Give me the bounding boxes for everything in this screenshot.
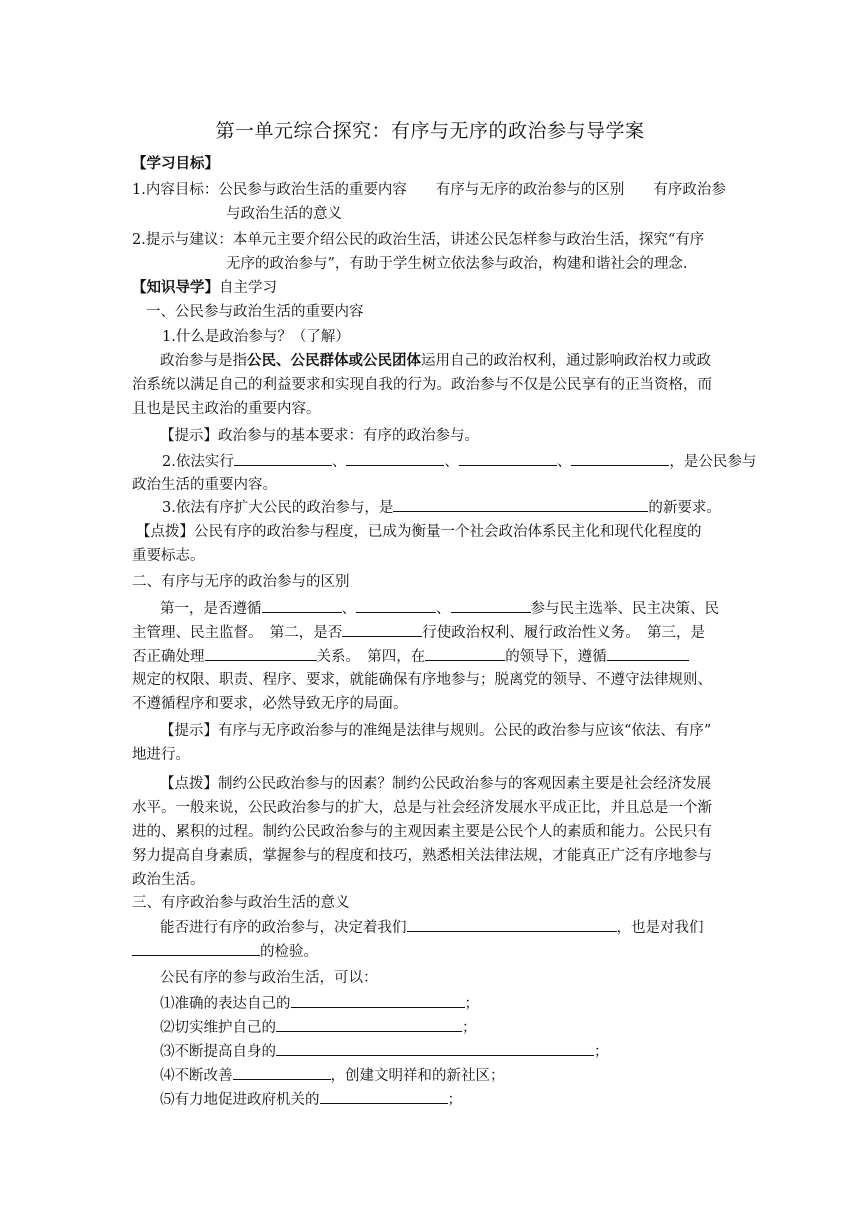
- section1-question-2-line2: 政治生活的重要内容。: [132, 477, 277, 493]
- fill-blank[interactable]: [346, 451, 444, 466]
- fill-blank[interactable]: [451, 598, 531, 613]
- text-span: ；: [447, 1092, 462, 1108]
- section2-point-line2: 水平。一般来说，公民政治参与的扩大，总是与社会经济发展水平成正比，并且总是一个渐: [132, 800, 712, 816]
- section2-line2: [132, 622, 732, 643]
- objective-item-2: [132, 230, 732, 250]
- text-span: 第一，是否遵循: [160, 601, 262, 617]
- text-span: 行使政治权利、履行政治性义务。 第三，是: [422, 625, 705, 641]
- text-span: ，是公民参与: [669, 454, 757, 470]
- text-span: 的领导下，遵循: [505, 649, 607, 665]
- text-span: 、: [436, 601, 451, 617]
- section2-heading: 二、有序与无序的政治参与的区别: [132, 574, 350, 590]
- section3-paragraph-line2: [132, 941, 732, 962]
- section3-item-2: [160, 1017, 760, 1038]
- text-span: 运用自己的政治权利，通过影响政治权力或政: [421, 353, 711, 369]
- section1-heading: 一、公民参与政治生活的重要内容: [146, 304, 364, 320]
- section2-point-line1: 【点拨】制约公民政治参与的因素？制约公民政治参与的客观因素主要是社会经济发展: [160, 776, 711, 792]
- text-span: 否正确处理: [132, 649, 205, 665]
- fill-blank[interactable]: [291, 993, 465, 1008]
- section2-line4: 规定的权限、职责、程序、要求，就能确保有序地参与；脱离党的领导、不遵守法律规则、: [132, 672, 712, 688]
- fill-blank[interactable]: [262, 598, 342, 613]
- fill-blank[interactable]: [276, 1041, 594, 1056]
- text-span: ⑵切实维护自己的: [160, 1020, 276, 1036]
- text-span: ；: [594, 1044, 609, 1060]
- section3-intro: 公民有序的参与政治生活，可以：: [160, 970, 378, 986]
- fill-blank[interactable]: [233, 1065, 331, 1080]
- fill-blank[interactable]: [356, 598, 436, 613]
- text-span: 的检验。: [260, 944, 318, 960]
- fill-blank[interactable]: [276, 1017, 462, 1032]
- section2-line3: [132, 646, 732, 667]
- text-span: ⑶不断提高自身的: [160, 1044, 276, 1060]
- section3-item-3: [160, 1041, 760, 1062]
- section1-question-1: 1.什么是政治参与？（了解）: [162, 329, 350, 345]
- section1-paragraph-line3: 且也是民主政治的重要内容。: [132, 401, 321, 417]
- text-span: 、: [556, 454, 572, 470]
- fill-blank[interactable]: [407, 917, 617, 932]
- section1-paragraph-line1: [160, 351, 732, 371]
- text-span: 3.依法有序扩大公民的政治参与，是: [162, 500, 394, 516]
- objective-item-1-label: 1.内容目标：: [132, 182, 219, 198]
- guide-header: 【知识导学】: [132, 279, 219, 296]
- text-span: 能否进行有序的政治参与，决定着我们: [160, 920, 407, 936]
- objective-item-2-line1: 本单元主要介绍公民的政治生活，讲述公民怎样参与政治生活，探究“有序: [232, 232, 705, 248]
- section1-point-line1: 【点拨】公民有序的政治参与程度，已成为衡量一个社会政治体系民主化和现代化程度的: [136, 524, 702, 540]
- section2-tip-line1: 【提示】有序与无序政治参与的准绳是法律与规则。公民的政治参与应该“依法、有序”: [160, 723, 712, 739]
- objective-item-2-label: 2.提示与建议：: [132, 232, 233, 248]
- fill-blank[interactable]: [205, 646, 317, 661]
- text-span: 参与民主选举、民主决策、民: [530, 601, 719, 617]
- text-span: ，创建文明祥和的新社区；: [330, 1068, 505, 1084]
- text-span: 的新要求。: [648, 500, 721, 516]
- section2-point-line5: 政治生活。: [132, 872, 205, 888]
- section3-item-1: [160, 993, 760, 1014]
- guide-header-line: [132, 278, 732, 298]
- text-span: ⑷不断改善: [160, 1068, 233, 1084]
- fill-blank[interactable]: [132, 941, 260, 956]
- objective-item-1: [132, 180, 732, 200]
- text-span: 主管理、民主监督。 第二，是否: [132, 625, 343, 641]
- section3-paragraph-line1: [160, 917, 760, 938]
- fill-blank[interactable]: [425, 646, 505, 661]
- text-span: 、: [341, 601, 356, 617]
- text-span: ⑴准确的表达自己的: [160, 996, 291, 1012]
- text-span: 关系。 第四，在: [316, 649, 426, 665]
- objective-item-1-line2: 与政治生活的意义: [226, 206, 342, 222]
- guide-subtitle: 自主学习: [219, 280, 277, 296]
- section1-question-2: [162, 451, 762, 472]
- section2-point-line4: 努力提高自身素质，掌握参与的程度和技巧，熟悉相关法律法规，才能真正广泛有序地参与: [132, 848, 712, 864]
- section2-tip-line2: 地进行。: [132, 747, 190, 763]
- fill-blank[interactable]: [234, 451, 332, 466]
- section3-item-4: [160, 1065, 760, 1086]
- text-span: 政治参与是指: [160, 353, 247, 369]
- section1-paragraph-line2: 治系统以满足自己的利益要求和实现自我的行为。政治参与不仅是公民享有的正当资格，而: [132, 377, 712, 393]
- fill-blank[interactable]: [607, 646, 689, 661]
- objectives-header: 【学习目标】: [132, 155, 219, 172]
- section1-tip: 【提示】政治参与的基本要求：有序的政治参与。: [160, 428, 479, 444]
- section2-line5: 不遵循程序和要求，必然导致无序的局面。: [132, 696, 408, 712]
- objective-item-1-line1: 公民参与政治生活的重要内容 有序与无序的政治参与的区别 有序政治参: [218, 182, 726, 198]
- document-title: 第一单元综合探究：有序与无序的政治参与导学案: [215, 120, 645, 142]
- fill-blank[interactable]: [459, 451, 557, 466]
- section2-line1: [160, 598, 760, 619]
- fill-blank[interactable]: [320, 1089, 448, 1104]
- section2-point-line3: 进的、累积的过程。制约公民政治参与的主观因素主要是公民个人的素质和能力。公民只有: [132, 824, 712, 840]
- section1-question-3: [162, 497, 762, 518]
- fill-blank[interactable]: [393, 497, 648, 512]
- text-span: ；: [462, 1020, 477, 1036]
- bold-term: 公民、公民群体或公民团体: [247, 352, 421, 369]
- fill-blank[interactable]: [571, 451, 669, 466]
- section3-heading: 三、有序政治参与政治生活的意义: [132, 895, 350, 911]
- section1-point-line2: 重要标志。: [132, 548, 205, 564]
- text-span: 、: [444, 454, 459, 470]
- section3-item-5: [160, 1089, 760, 1110]
- objective-item-2-line2: 无序的政治参与”，有助于学生树立依法参与政治，构建和谐社会的理念.: [226, 256, 688, 272]
- text-span: 、: [331, 454, 347, 470]
- text-span: ⑸有力地促进政府机关的: [160, 1092, 320, 1108]
- text-span: 2.依法实行: [162, 454, 234, 470]
- text-span: ；: [464, 996, 479, 1012]
- fill-blank[interactable]: [342, 622, 422, 637]
- text-span: ，也是对我们: [616, 920, 704, 936]
